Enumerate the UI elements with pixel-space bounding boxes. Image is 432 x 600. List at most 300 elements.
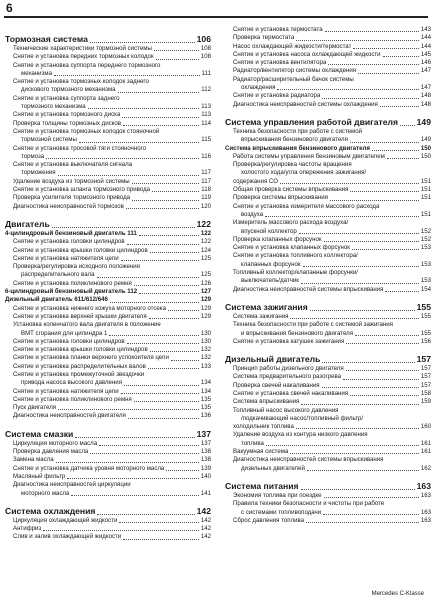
toc-entry[interactable] — [5, 169, 211, 177]
toc-page-number: 114 — [201, 119, 211, 127]
toc-page-number: 142 — [200, 516, 211, 524]
toc-dot-leader — [301, 489, 415, 490]
toc-page-number: 146 — [420, 59, 431, 67]
toc-entry[interactable] — [5, 70, 211, 78]
toc-entry-title: Система охлаждения — [5, 505, 96, 516]
toc-entry-title: Проверка усилителя тормозного привода — [13, 194, 131, 202]
toc-section-heading[interactable] — [5, 506, 211, 517]
toc-entry-title: Проверка системы впрыскивания — [233, 194, 328, 202]
toc-entry[interactable] — [225, 136, 431, 144]
toc-page-number: 135 — [200, 395, 211, 403]
toc-entry-title: воздуха — [241, 210, 264, 218]
toc-entry[interactable] — [5, 473, 211, 481]
toc-entry-title: механизма — [21, 69, 52, 77]
toc-entry-text: Проверка/регулировка частоты вращения — [233, 161, 352, 169]
toc-dot-leader — [323, 514, 419, 515]
toc-entry[interactable] — [225, 365, 431, 373]
toc-page-number: 134 — [200, 387, 211, 395]
toc-page-number: 129 — [200, 296, 211, 304]
toc-entry-title: Снятие и установка насоса охлаждающей жидкости — [233, 50, 381, 58]
toc-page-number: 137 — [196, 428, 211, 439]
toc-entry[interactable] — [225, 440, 431, 448]
toc-page-number: 160 — [420, 423, 431, 431]
toc-dot-leader — [265, 216, 419, 217]
toc-entry[interactable] — [225, 398, 431, 406]
toc-entry-title: дизельных двигателей — [241, 464, 305, 472]
toc-entry-title: Снятие и установка передних тормозных колодок — [13, 53, 154, 61]
toc-dot-leader — [148, 368, 199, 369]
toc-entry[interactable] — [225, 101, 431, 109]
toc-section-heading[interactable] — [225, 354, 431, 365]
toc-entry-title: распределительного вала — [21, 271, 95, 279]
toc-dot-leader — [277, 89, 418, 90]
toc-page-number: 154 — [420, 285, 431, 293]
toc-page-number: 112 — [201, 86, 211, 94]
toc-dot-leader — [299, 233, 419, 234]
toc-entry-title: Антифриз — [13, 525, 42, 533]
toc-page-number: 111 — [201, 69, 211, 77]
toc-entry-title: тормозного механизма — [21, 103, 86, 111]
toc-page-number: 159 — [420, 398, 431, 406]
toc-page-number: 161 — [420, 448, 431, 456]
toc-dot-leader — [126, 208, 199, 209]
toc-entry[interactable] — [5, 404, 211, 412]
toc-section-heading[interactable] — [5, 429, 211, 440]
toc-entry-title: Циркуляция охлаждающей жидкости — [13, 516, 118, 524]
toc-dot-leader — [43, 530, 199, 531]
toc-dot-leader — [350, 142, 419, 143]
toc-page-number: 147 — [420, 84, 431, 92]
toc-entry[interactable] — [225, 59, 431, 67]
toc-entry-title: Диагностика неисправностей системы впрыскивания — [233, 285, 384, 293]
toc-page-number: 163 — [420, 491, 431, 499]
toc-page-number: 151 — [420, 186, 431, 194]
toc-dot-leader — [132, 183, 200, 184]
toc-entry-title: Снятие и установка крышки головки цилиндров — [13, 346, 148, 354]
toc-entry[interactable] — [225, 517, 431, 525]
toc-entry-title: впрыскивания бензинового двигателя — [241, 136, 348, 144]
toc-entry[interactable] — [225, 178, 431, 186]
toc-dot-leader — [352, 249, 419, 250]
toc-entry-title: Снятие и установка вентилятора — [233, 59, 327, 67]
toc-entry[interactable] — [5, 338, 211, 346]
toc-page-number: 133 — [200, 362, 211, 370]
toc-entry-title: Проверка свечей накаливания — [233, 381, 320, 389]
toc-dot-leader — [127, 343, 199, 344]
toc-entry-text: Снятие и установка выключателя сигнала — [13, 161, 133, 169]
toc-dot-leader — [109, 335, 198, 336]
toc-entry[interactable] — [225, 26, 431, 34]
toc-entry[interactable] — [225, 211, 431, 219]
toc-page-number: 113 — [201, 111, 211, 119]
toc-entry[interactable] — [5, 354, 211, 362]
toc-dot-leader — [127, 244, 199, 245]
toc-dot-leader — [307, 470, 419, 471]
toc-dot-leader — [123, 125, 199, 126]
toc-dot-leader — [385, 291, 418, 292]
toc-entry-text: Снятие и установка суппорта переднего тормозного — [13, 61, 161, 69]
toc-entry[interactable] — [5, 396, 211, 404]
toc-page-number: 137 — [200, 439, 211, 447]
toc-entry[interactable] — [5, 120, 211, 128]
toc-entry-title: Тормозная система — [5, 34, 88, 44]
toc-entry-title: Снятие и установка натяжителя цепи — [13, 254, 119, 262]
toc-entry[interactable] — [225, 330, 431, 338]
toc-entry[interactable] — [5, 280, 211, 288]
toc-dot-leader — [154, 50, 199, 51]
toc-entry-title: Удаление воздуха из тормозной системы — [13, 177, 130, 185]
toc-entry[interactable] — [5, 465, 211, 473]
toc-page-number: 152 — [420, 227, 431, 235]
toc-dot-leader — [90, 453, 199, 454]
toc-page-number: 155 — [420, 329, 431, 337]
toc-entry-text: Топливный коллектор/клапанные форсунки/ — [233, 269, 358, 277]
toc-entry[interactable] — [225, 448, 431, 456]
toc-entry[interactable] — [5, 330, 211, 338]
toc-entry[interactable] — [225, 51, 431, 59]
toc-dot-leader — [346, 370, 419, 371]
toc-entry[interactable] — [5, 448, 211, 456]
toc-dot-leader — [156, 59, 199, 60]
toc-dot-leader — [310, 310, 415, 311]
toc-dot-leader — [280, 183, 419, 184]
toc-page-number: 150 — [420, 144, 431, 152]
toc-page-number: 163 — [416, 480, 431, 491]
toc-page-number: 138 — [200, 448, 211, 456]
toc-entry-title: Слив и залив охлаждающей жидкости — [13, 533, 122, 541]
toc-page-number: 141 — [200, 489, 211, 497]
toc-entry[interactable] — [225, 228, 431, 236]
toc-page-number: 153 — [420, 277, 431, 285]
toc-entry[interactable] — [225, 465, 431, 473]
toc-page-number: 149 — [416, 116, 431, 127]
toc-entry-text: Снятие и установка топливного коллектора/ — [233, 252, 358, 260]
toc-dot-leader — [124, 385, 199, 386]
toc-entry[interactable] — [225, 373, 431, 381]
toc-page-number: 120 — [200, 202, 211, 210]
toc-entry-title: Пуск двигателя — [13, 404, 57, 412]
toc-entry-title: Снятие и установка датчика уровня моторного масла — [13, 464, 165, 472]
toc-page-number: 117 — [201, 169, 211, 177]
toc-entry-title: Радиатор/вентилятор системы охлаждения — [233, 67, 357, 75]
toc-dot-leader — [132, 200, 199, 201]
toc-entry-title: Общая проверка системы впрыскивания — [233, 186, 349, 194]
toc-entry-title: Работа системы управления бензиновым двигателем — [233, 152, 385, 160]
toc-page-number: 157 — [420, 373, 431, 381]
toc-entry[interactable] — [225, 169, 431, 177]
toc-entry[interactable] — [5, 271, 211, 279]
toc-dot-leader — [380, 106, 419, 107]
toc-entry[interactable] — [5, 186, 211, 194]
toc-entry[interactable] — [225, 186, 431, 194]
toc-entry[interactable] — [5, 53, 211, 61]
toc-entry-title: Вакуумная система — [233, 448, 289, 456]
toc-entry-title: дискового тормозного механизма — [21, 86, 116, 94]
footer-brand: Mercedes C-Klasse — [371, 591, 424, 597]
toc-entry-title: 4-цилиндровый бензиновый двигатель 111 — [5, 229, 137, 237]
toc-entry[interactable] — [5, 45, 211, 53]
toc-dot-leader — [301, 404, 419, 405]
toc-dot-leader — [90, 42, 195, 43]
toc-entry-title: с системами топливоподачи — [241, 508, 322, 516]
toc-entry[interactable] — [225, 261, 431, 269]
toc-entry-title: Снятие и установка крышки головки цилиндров — [13, 246, 148, 254]
toc-entry[interactable] — [225, 277, 431, 285]
toc-page-number: 157 — [420, 381, 431, 389]
toc-page-number: 125 — [200, 271, 211, 279]
toc-dot-leader — [306, 522, 419, 523]
toc-entry[interactable] — [225, 153, 431, 161]
toc-page-number: 153 — [420, 260, 431, 268]
toc-entry-title: и впрыскивания бензинового двигателя — [241, 329, 354, 337]
toc-entry-title: Проверка толщины тормозных дисков — [13, 119, 122, 127]
toc-entry[interactable] — [5, 153, 211, 161]
toc-entry[interactable] — [5, 525, 211, 533]
toc-dot-leader — [168, 310, 199, 311]
toc-entry[interactable] — [225, 236, 431, 244]
toc-entry[interactable] — [5, 456, 211, 464]
toc-dot-leader — [322, 387, 419, 388]
toc-entry[interactable] — [5, 111, 211, 119]
toc-entry[interactable] — [5, 533, 211, 541]
toc-page-number: 143 — [420, 26, 431, 33]
toc-page-number: 129 — [200, 304, 211, 312]
toc-dot-leader — [79, 142, 199, 143]
toc-dot-leader — [71, 495, 198, 496]
toc-entry[interactable] — [5, 440, 211, 448]
toc-entry-title: Снятие и установка головки цилиндров — [13, 337, 125, 345]
toc-entry-title: холостого хода/угла опережения зажигания/ — [241, 169, 367, 177]
toc-entry-text: Топливный насос высокого давления — [233, 406, 339, 414]
toc-entry-title: Снятие и установка свечей накаливания — [233, 389, 349, 397]
toc-entry-text: Измеритель массового расхода воздуха/ — [233, 219, 349, 227]
toc-dot-leader — [152, 191, 199, 192]
toc-entry[interactable] — [225, 313, 431, 321]
toc-entry-title: топлива — [241, 439, 264, 447]
toc-dot-leader — [330, 200, 419, 201]
toc-entry-text: Установка коленчатого вала двигателя в положение — [13, 321, 161, 329]
toc-section-heading[interactable] — [225, 481, 431, 492]
toc-page-number: 117 — [201, 177, 211, 185]
toc-dot-leader — [139, 235, 199, 236]
toc-entry[interactable] — [225, 492, 431, 500]
toc-page-number: 106 — [196, 34, 211, 44]
toc-entry[interactable] — [5, 247, 211, 255]
toc-dot-leader — [99, 445, 199, 446]
toc-entry[interactable] — [5, 388, 211, 396]
toc-entry-text: Радиатор/расширительный бачок системы — [233, 75, 354, 83]
toc-page-number: 149 — [420, 136, 431, 144]
toc-dot-leader — [54, 75, 200, 76]
toc-page-number: 122 — [200, 238, 211, 246]
toc-page-number: 118 — [201, 186, 211, 194]
toc-entry[interactable] — [5, 203, 211, 211]
toc-page-number: 122 — [200, 229, 211, 237]
toc-page-number: 158 — [420, 389, 431, 397]
toc-entry[interactable] — [225, 382, 431, 390]
toc-dot-leader — [97, 277, 199, 278]
toc-page-number: 138 — [200, 456, 211, 464]
toc-dot-leader — [266, 445, 419, 446]
toc-page-number: 125 — [200, 254, 211, 262]
toc-entry[interactable] — [225, 423, 431, 431]
toc-dot-leader — [121, 393, 199, 394]
toc-entry-text: Техника безопасности при работе с системой — [233, 127, 362, 135]
toc-page-number: 161 — [420, 439, 431, 447]
toc-dot-leader — [150, 351, 199, 352]
toc-entry-title: Двигатель — [5, 218, 50, 229]
toc-entry[interactable] — [225, 194, 431, 202]
toc-dot-leader — [301, 283, 419, 284]
toc-page-number: 153 — [420, 244, 431, 252]
toc-entry-text: Снятие и установка измерителя массового расхода — [233, 202, 380, 210]
toc-dot-leader — [350, 395, 419, 396]
toc-entry[interactable] — [225, 390, 431, 398]
toc-entry[interactable] — [225, 338, 431, 346]
toc-page-number: 130 — [200, 329, 211, 337]
toc-entry[interactable] — [5, 255, 211, 263]
toc-entry-title: Экономия топлива при поездке — [233, 491, 322, 499]
toc-entry-title: Снятие и установка верхней крышки двигателя — [13, 312, 147, 320]
toc-entry-title: Снятие и установка планки верхнего успокоителя цепи — [13, 354, 169, 362]
toc-entry-title: Система впрыскивания — [233, 398, 300, 406]
toc-page-number: 127 — [200, 288, 211, 296]
toc-entry[interactable] — [5, 194, 211, 202]
toc-entry-title: тормоза — [21, 152, 45, 160]
toc-entry[interactable] — [225, 145, 431, 153]
toc-entry-text: Правила техники безопасности и чистоты при работе — [233, 500, 385, 508]
toc-entry[interactable] — [5, 86, 211, 94]
toc-column-right — [225, 26, 431, 525]
toc-entry-title: ВМТ сгорания для цилиндра 1 — [21, 329, 108, 337]
toc-entry[interactable] — [5, 346, 211, 354]
toc-page-number: 144 — [420, 34, 431, 42]
toc-entry[interactable] — [225, 34, 431, 42]
toc-entry[interactable] — [5, 379, 211, 387]
toc-entry[interactable] — [225, 415, 431, 423]
toc-dot-leader — [58, 175, 200, 176]
toc-page-number: 116 — [201, 152, 211, 160]
toc-entry[interactable] — [5, 178, 211, 186]
toc-entry-title: Снятие и установка натяжителя цепи — [13, 387, 119, 395]
toc-dot-leader — [149, 318, 199, 319]
toc-entry[interactable] — [5, 288, 211, 296]
toc-entry-title: Масляный фильтр — [13, 472, 66, 480]
toc-section-heading[interactable] — [5, 34, 211, 45]
toc-dot-leader — [400, 125, 415, 126]
toc-entry-title: Снятие и установка тормозного диска — [13, 111, 121, 119]
toc-entry[interactable] — [225, 244, 431, 252]
toc-entry-title: Снятие и установка шланга тормозного привода — [13, 186, 151, 194]
toc-dot-leader — [325, 31, 419, 32]
toc-entry[interactable] — [5, 412, 211, 420]
toc-entry[interactable] — [225, 43, 431, 51]
toc-section-heading[interactable] — [225, 117, 431, 128]
toc-entry-title: Технические характеристики тормозной системы — [13, 45, 152, 52]
toc-dot-leader — [56, 462, 199, 463]
toc-dot-leader — [46, 158, 199, 159]
toc-entry-title: Снятие и установка термостата — [233, 26, 323, 33]
toc-dot-leader — [350, 191, 418, 192]
toc-entry[interactable] — [5, 517, 211, 525]
toc-entry[interactable] — [5, 103, 211, 111]
toc-entry[interactable] — [5, 305, 211, 313]
toc-dot-leader — [134, 401, 199, 402]
toc-entry[interactable] — [225, 286, 431, 294]
toc-entry[interactable] — [225, 84, 431, 92]
toc-page-number: 147 — [420, 67, 431, 75]
toc-entry[interactable] — [5, 296, 211, 304]
toc-dot-leader — [303, 266, 419, 267]
toc-page-number: 130 — [200, 337, 211, 345]
toc-entry-text: Снятие и установка тормозных колодок стояночной — [13, 127, 160, 135]
toc-page-number: 134 — [200, 379, 211, 387]
toc-entry[interactable] — [5, 313, 211, 321]
toc-page-number: 126 — [200, 279, 211, 287]
toc-page-number: 139 — [200, 464, 211, 472]
toc-dot-leader — [343, 379, 419, 380]
toc-section-heading[interactable] — [5, 219, 211, 230]
toc-entry-title: Проверка давления масла — [13, 448, 89, 456]
toc-entry-title: тормозной системы — [21, 136, 77, 144]
toc-entry-text: Диагностика неисправностей системы впрыскивания — [233, 456, 384, 464]
toc-entry-title: /подкачивающий насос/топливный фильтр/ — [241, 414, 364, 422]
toc-entry-title: Снятие и установка катушек зажигания — [233, 337, 345, 345]
toc-page-number: 156 — [420, 337, 431, 345]
toc-dot-leader — [122, 117, 199, 118]
toc-dot-leader — [118, 92, 200, 93]
toc-entry-title: Снятие и установка поликлинового ремня — [13, 279, 132, 287]
toc-entry-title: холодильник топлива — [233, 423, 294, 431]
toc-page-number: 163 — [420, 508, 431, 516]
toc-entry[interactable] — [5, 136, 211, 144]
toc-page-number: 129 — [200, 312, 211, 320]
toc-page-number: 162 — [420, 464, 431, 472]
toc-page-number: 145 — [420, 50, 431, 58]
toc-dot-leader — [358, 73, 419, 74]
toc-entry-title: Диагностика неисправностей двигателя — [13, 412, 126, 420]
toc-entry-text: Удаление воздуха из контура низкого давления — [233, 431, 368, 439]
toc-dot-leader — [290, 318, 418, 319]
toc-dot-leader — [52, 227, 195, 228]
toc-dot-leader — [290, 453, 418, 454]
toc-dot-leader — [346, 343, 419, 344]
toc-entry[interactable] — [225, 67, 431, 75]
toc-entry-title: Циркуляция моторного масла — [13, 439, 98, 447]
toc-dot-leader — [166, 470, 199, 471]
toc-dot-leader — [123, 539, 199, 540]
toc-entry[interactable] — [225, 509, 431, 517]
toc-entry[interactable] — [225, 92, 431, 100]
toc-entry-title: Система зажигания — [225, 301, 308, 312]
toc-page-number: 148 — [420, 100, 431, 108]
toc-page-number: 142 — [200, 525, 211, 533]
toc-entry-text: Снятие и установка суппорта заднего — [13, 94, 120, 102]
toc-page-number: 144 — [420, 42, 431, 50]
toc-dot-leader — [324, 241, 419, 242]
toc-section-heading[interactable] — [225, 302, 431, 313]
toc-entry-text: Диагностика неисправностей циркуляции — [13, 481, 131, 489]
toc-entry-title: впускной коллектор — [241, 227, 297, 235]
toc-dot-leader — [139, 293, 199, 294]
toc-column-left — [5, 26, 211, 542]
toc-entry[interactable] — [5, 490, 211, 498]
toc-page-number: 157 — [416, 354, 431, 365]
toc-entry[interactable] — [5, 230, 211, 238]
toc-entry[interactable] — [5, 363, 211, 371]
toc-entry[interactable] — [5, 238, 211, 246]
toc-page-number: 155 — [416, 301, 431, 312]
